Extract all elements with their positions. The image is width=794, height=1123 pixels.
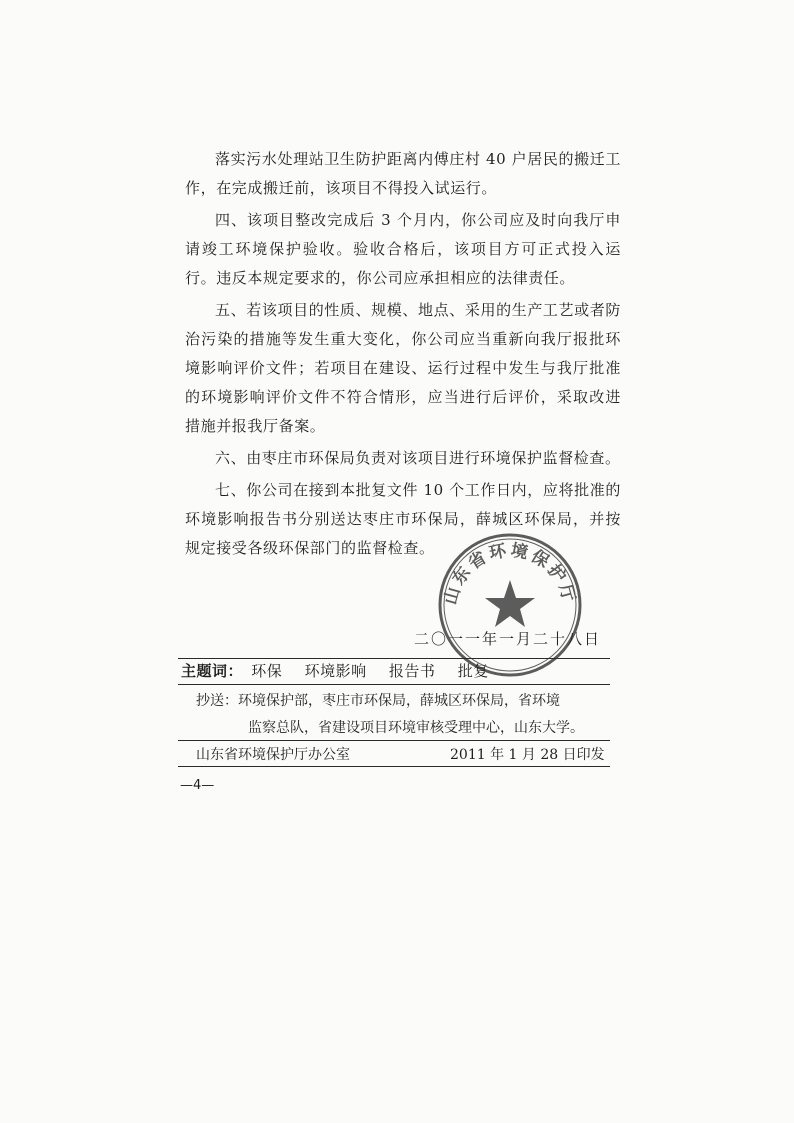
- paragraph-item-7: 七、你公司在接到本批复文件 10 个工作日内，应将批准的环境影响报告书分别送达枣庄市环保局，薛城区环保局，并按规定接受各级环保部门的监督检查。: [185, 481, 621, 557]
- official-seal: [437, 532, 583, 678]
- page-number: —4—: [180, 778, 215, 793]
- divider-cc: [178, 740, 610, 741]
- subject-keyword: 报告书: [388, 662, 436, 680]
- issue-date: 二〇一一年一月二十八日: [414, 630, 602, 648]
- seal-text: 山东省环境保护厅: [440, 540, 580, 607]
- seal-star-icon: [485, 580, 535, 627]
- paragraph-item-4: 四、该项目整改完成后 3 个月内，你公司应及时向我厅申请竣工环境保护验收。验收合格后，该项目方可正式投入运行。违反本规定要求的，你公司应承担相应的法律责任。: [185, 211, 621, 287]
- cc-line-2: 监察总队，省建设项目环境审核受理中心，山东大学。: [248, 720, 584, 736]
- issuing-office: 山东省环境保护厅办公室: [196, 747, 350, 763]
- print-date: 2011 年 1 月 28 日印发: [450, 747, 605, 763]
- divider-subject: [178, 684, 610, 685]
- divider-top: [178, 658, 610, 659]
- paragraph-item-6: 六、由枣庄市环保局负责对该项目进行环境保护监督检查。: [215, 449, 621, 467]
- cc-line-1: 抄送：环境保护部，枣庄市环保局，薛城区环保局，省环境: [196, 693, 560, 709]
- subject-label: 主题词：: [181, 662, 244, 680]
- divider-bottom: [178, 766, 610, 767]
- subject-keyword: 批复: [457, 662, 489, 680]
- paragraph-continuation: 落实污水处理站卫生防护距离内傅庄村 40 户居民的搬迁工作，在完成搬迁前，该项目不得投入试运行。: [185, 150, 621, 197]
- document-body: [185, 145, 621, 566]
- subject-keywords: [181, 660, 503, 681]
- subject-keyword: 环保: [251, 662, 283, 680]
- cc-list: [196, 688, 616, 742]
- subject-keyword: 环境影响: [304, 662, 367, 680]
- paragraph-item-5: 五、若该项目的性质、规模、地点、采用的生产工艺或者防治污染的措施等发生重大变化，你公司应当重新向我厅报批环境影响评价文件；若项目在建设、运行过程中发生与我厅批准的环境影响评价文件不符合情形，应当进行后评价，采取改进措施并报我厅备案。: [185, 301, 621, 435]
